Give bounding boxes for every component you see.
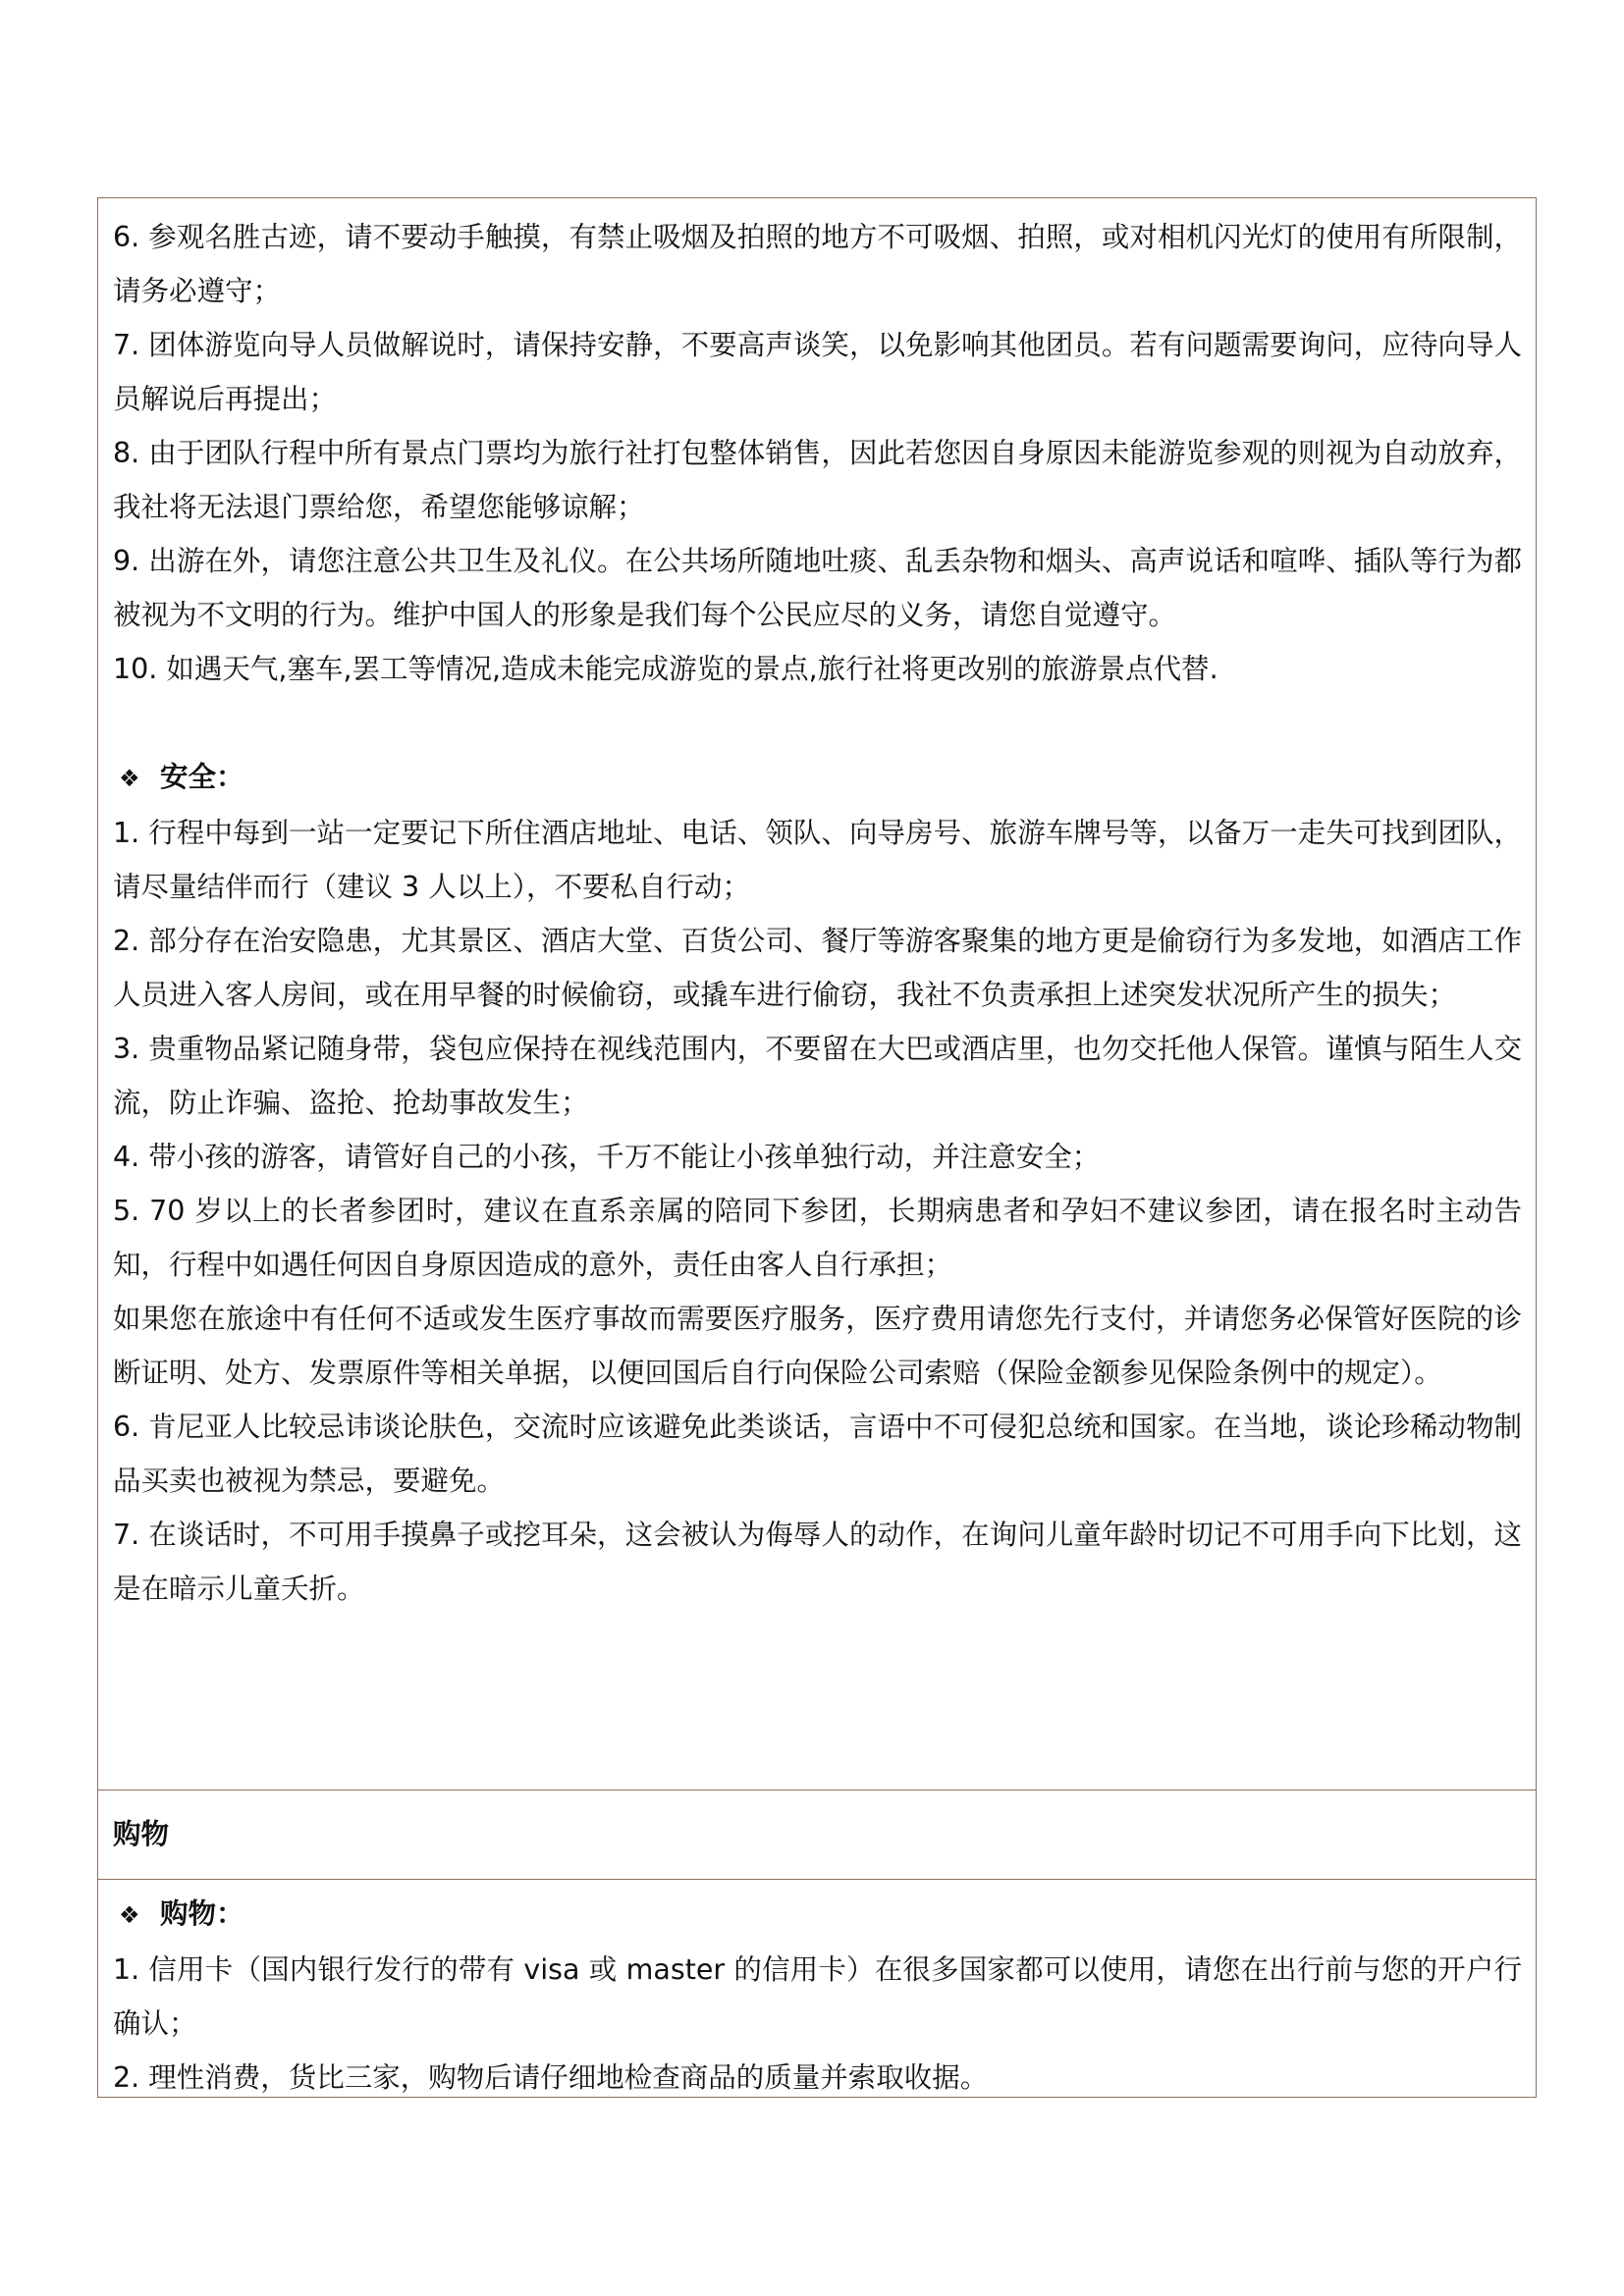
shopping-item-2: 2. 理性消费，货比三家，购物后请仔细地检查商品的质量并索取收据。 (113, 2061, 989, 2094)
diamond-bullet-icon: ❖ (119, 1901, 140, 1929)
safety-item-6: 6. 肯尼亚人比较忌讳谈论肤色，交流时应该避免此类谈话，言语中不可侵犯总统和国家。在当地，谈论珍稀动物制品买卖也被视为禁忌，要避免。 (113, 1411, 1522, 1497)
shopping-cell (98, 1879, 1536, 2097)
shopping-heading (113, 1887, 1522, 1943)
shopping-header-title: 购物 (113, 1818, 170, 1850)
safety-heading (113, 750, 1522, 806)
shopping-header-cell (98, 1789, 1536, 1879)
safety-medical-note: 如果您在旅途中有任何不适或发生医疗事故而需要医疗服务，医疗费用请您先行支付，并请您务必保管好医院的诊断证明、处方、发票原件等相关单据，以便回国后自行向保险公司索赔（保险金额参见保险条例中的规定）。 (113, 1303, 1522, 1389)
shopping-heading-text: 购物： (160, 1897, 244, 1930)
etiquette-item-9: 9. 出游在外，请您注意公共卫生及礼仪。在公共场所随地吐痰、乱丢杂物和烟头、高声说话和喧哗、插队等行为都被视为不文明的行为。维护中国人的形象是我们每个公民应尽的义务，请您自觉遵守。 (113, 545, 1522, 631)
shopping-item-1: 1. 信用卡（国内银行发行的带有 visa 或 master 的信用卡）在很多国家都可以使用，请您在出行前与您的开户行确认； (113, 1953, 1522, 2040)
blank-line (113, 696, 1522, 750)
rules-cell (98, 198, 1536, 1789)
etiquette-item-10: 10. 如遇天气,塞车,罢工等情况,造成未能完成游览的景点,旅行社将更改别的旅游景点代替. (113, 653, 1218, 685)
safety-item-1: 1. 行程中每到一站一定要记下所住酒店地址、电话、领队、向导房号、旅游车牌号等，以备万一走失可找到团队，请尽量结伴而行（建议 3 人以上），不要私自行动； (113, 817, 1522, 903)
safety-item-2: 2. 部分存在治安隐患，尤其景区、酒店大堂、百货公司、餐厅等游客聚集的地方更是偷窃行为多发地，如酒店工作人员进入客人房间，或在用早餐的时候偷窃，或撬车进行偷窃，我社不负责承担上述突发状况所产生的损失； (113, 925, 1522, 1011)
diamond-bullet-icon: ❖ (119, 765, 140, 792)
etiquette-item-7: 7. 团体游览向导人员做解说时，请保持安静，不要高声谈笑，以免影响其他团员。若有问题需要询问，应待向导人员解说后再提出； (113, 329, 1522, 415)
safety-item-7: 7. 在谈话时，不可用手摸鼻子或挖耳朵，这会被认为侮辱人的动作，在询问儿童年龄时切记不可用手向下比划，这是在暗示儿童夭折。 (113, 1519, 1522, 1605)
notes-table (97, 197, 1537, 2098)
safety-item-3: 3. 贵重物品紧记随身带，袋包应保持在视线范围内，不要留在大巴或酒店里，也勿交托他人保管。谨慎与陌生人交流，防止诈骗、盗抢、抢劫事故发生； (113, 1033, 1522, 1119)
safety-heading-text: 安全： (160, 761, 244, 793)
etiquette-item-8: 8. 由于团队行程中所有景点门票均为旅行社打包整体销售，因此若您因自身原因未能游览参观的则视为自动放弃，我社将无法退门票给您，希望您能够谅解； (113, 437, 1522, 523)
safety-item-5: 5. 70 岁以上的长者参团时，建议在直系亲属的陪同下参团，长期病患者和孕妇不建议参团，请在报名时主动告知，行程中如遇任何因自身原因造成的意外，责任由客人自行承担； (113, 1195, 1522, 1281)
safety-item-4: 4. 带小孩的游客，请管好自己的小孩，千万不能让小孩单独行动，并注意安全； (113, 1141, 1101, 1173)
etiquette-item-6: 6. 参观名胜古迹，请不要动手触摸，有禁止吸烟及拍照的地方不可吸烟、拍照，或对相机闪光灯的使用有所限制，请务必遵守； (113, 221, 1522, 307)
